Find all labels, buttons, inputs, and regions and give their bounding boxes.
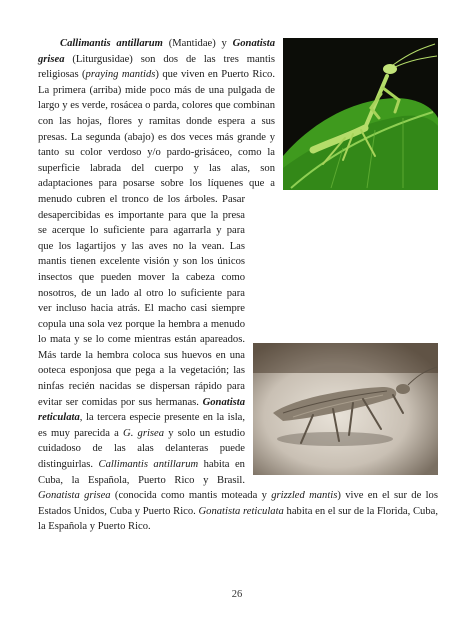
text-run: habita en Cuba, la Española, Puerto Rico y Brasil. [38,459,245,486]
text-run: (Liturgusidae) son dos de las tres mantis religiosas ( [38,53,275,81]
text-run: (conocida como mantis moteada y [110,490,272,502]
text-run: (Mantidae) y [162,38,233,49]
species-name-bold: Gonatista reticulata [38,396,245,424]
italic-term: G. grisea [123,427,165,439]
italic-term: Callimantis antillarum [98,459,199,471]
italic-term: Gonatista grisea [38,490,111,502]
text-run: ) que viven en Puerto Rico. La primera (arriba) mide poco más de una pulgada de largo y es verde, rosácea o parda, colores que combinan con las hojas, flores y ramitas donde espera a sus presas. La segunda (abajo) es dos veces más grande y tanto su color verdoso y/o pardo-grisáceo, como la superficie labrada del cuerpo y las alas, son adaptaciones para posarse sobre los líquenes que a menudo cubren el tronco de los árboles. Pasar desapercibidas es importante para que la presa se acerque lo suficiente para agarrarla y para que los lagartijos y las aves no la vean. Las mantis tienen excelente visión y son los únicos insectos que pueden mover la cabeza como nosotros, de un lado al otro lo suficiente para ver incluso hacia atrás. El macho casi siempre copula una sola vez porque la hembra a menudo lo mata y se lo come mientras están apareados. Más tarde la hembra coloca sus huevos en una ooteca esponjosa que pega a la vegetación; las ninfas recién nacidas se dispersan rápido para evitar ser comidas por sus hermanas. [38,69,275,408]
italic-term: praying mantids [85,69,156,81]
species-name-bold: Callimantis antillarum [60,38,163,49]
gray-mantis-photo [253,343,438,475]
species-name-bold: Gonatista grisea [38,38,275,65]
text-run: , la tercera especie presente en la isla, es muy parecida a [38,412,245,439]
body-text [38,36,438,535]
page-number: 26 [231,589,243,600]
text-run: y solo un estudio cuidadoso de las alas delanteras puede distinguirlas. [38,427,246,471]
italic-term: grizzled mantis [271,490,338,502]
green-mantis-photo [283,38,438,190]
text-run: habita en el sur de la Florida, Cuba, la Española y Puerto Rico. [38,505,438,533]
italic-term: Gonatista reticulata [198,505,284,517]
text-run: ) vive en el sur de los Estados Unidos, Cuba y Puerto Rico. [38,490,438,517]
